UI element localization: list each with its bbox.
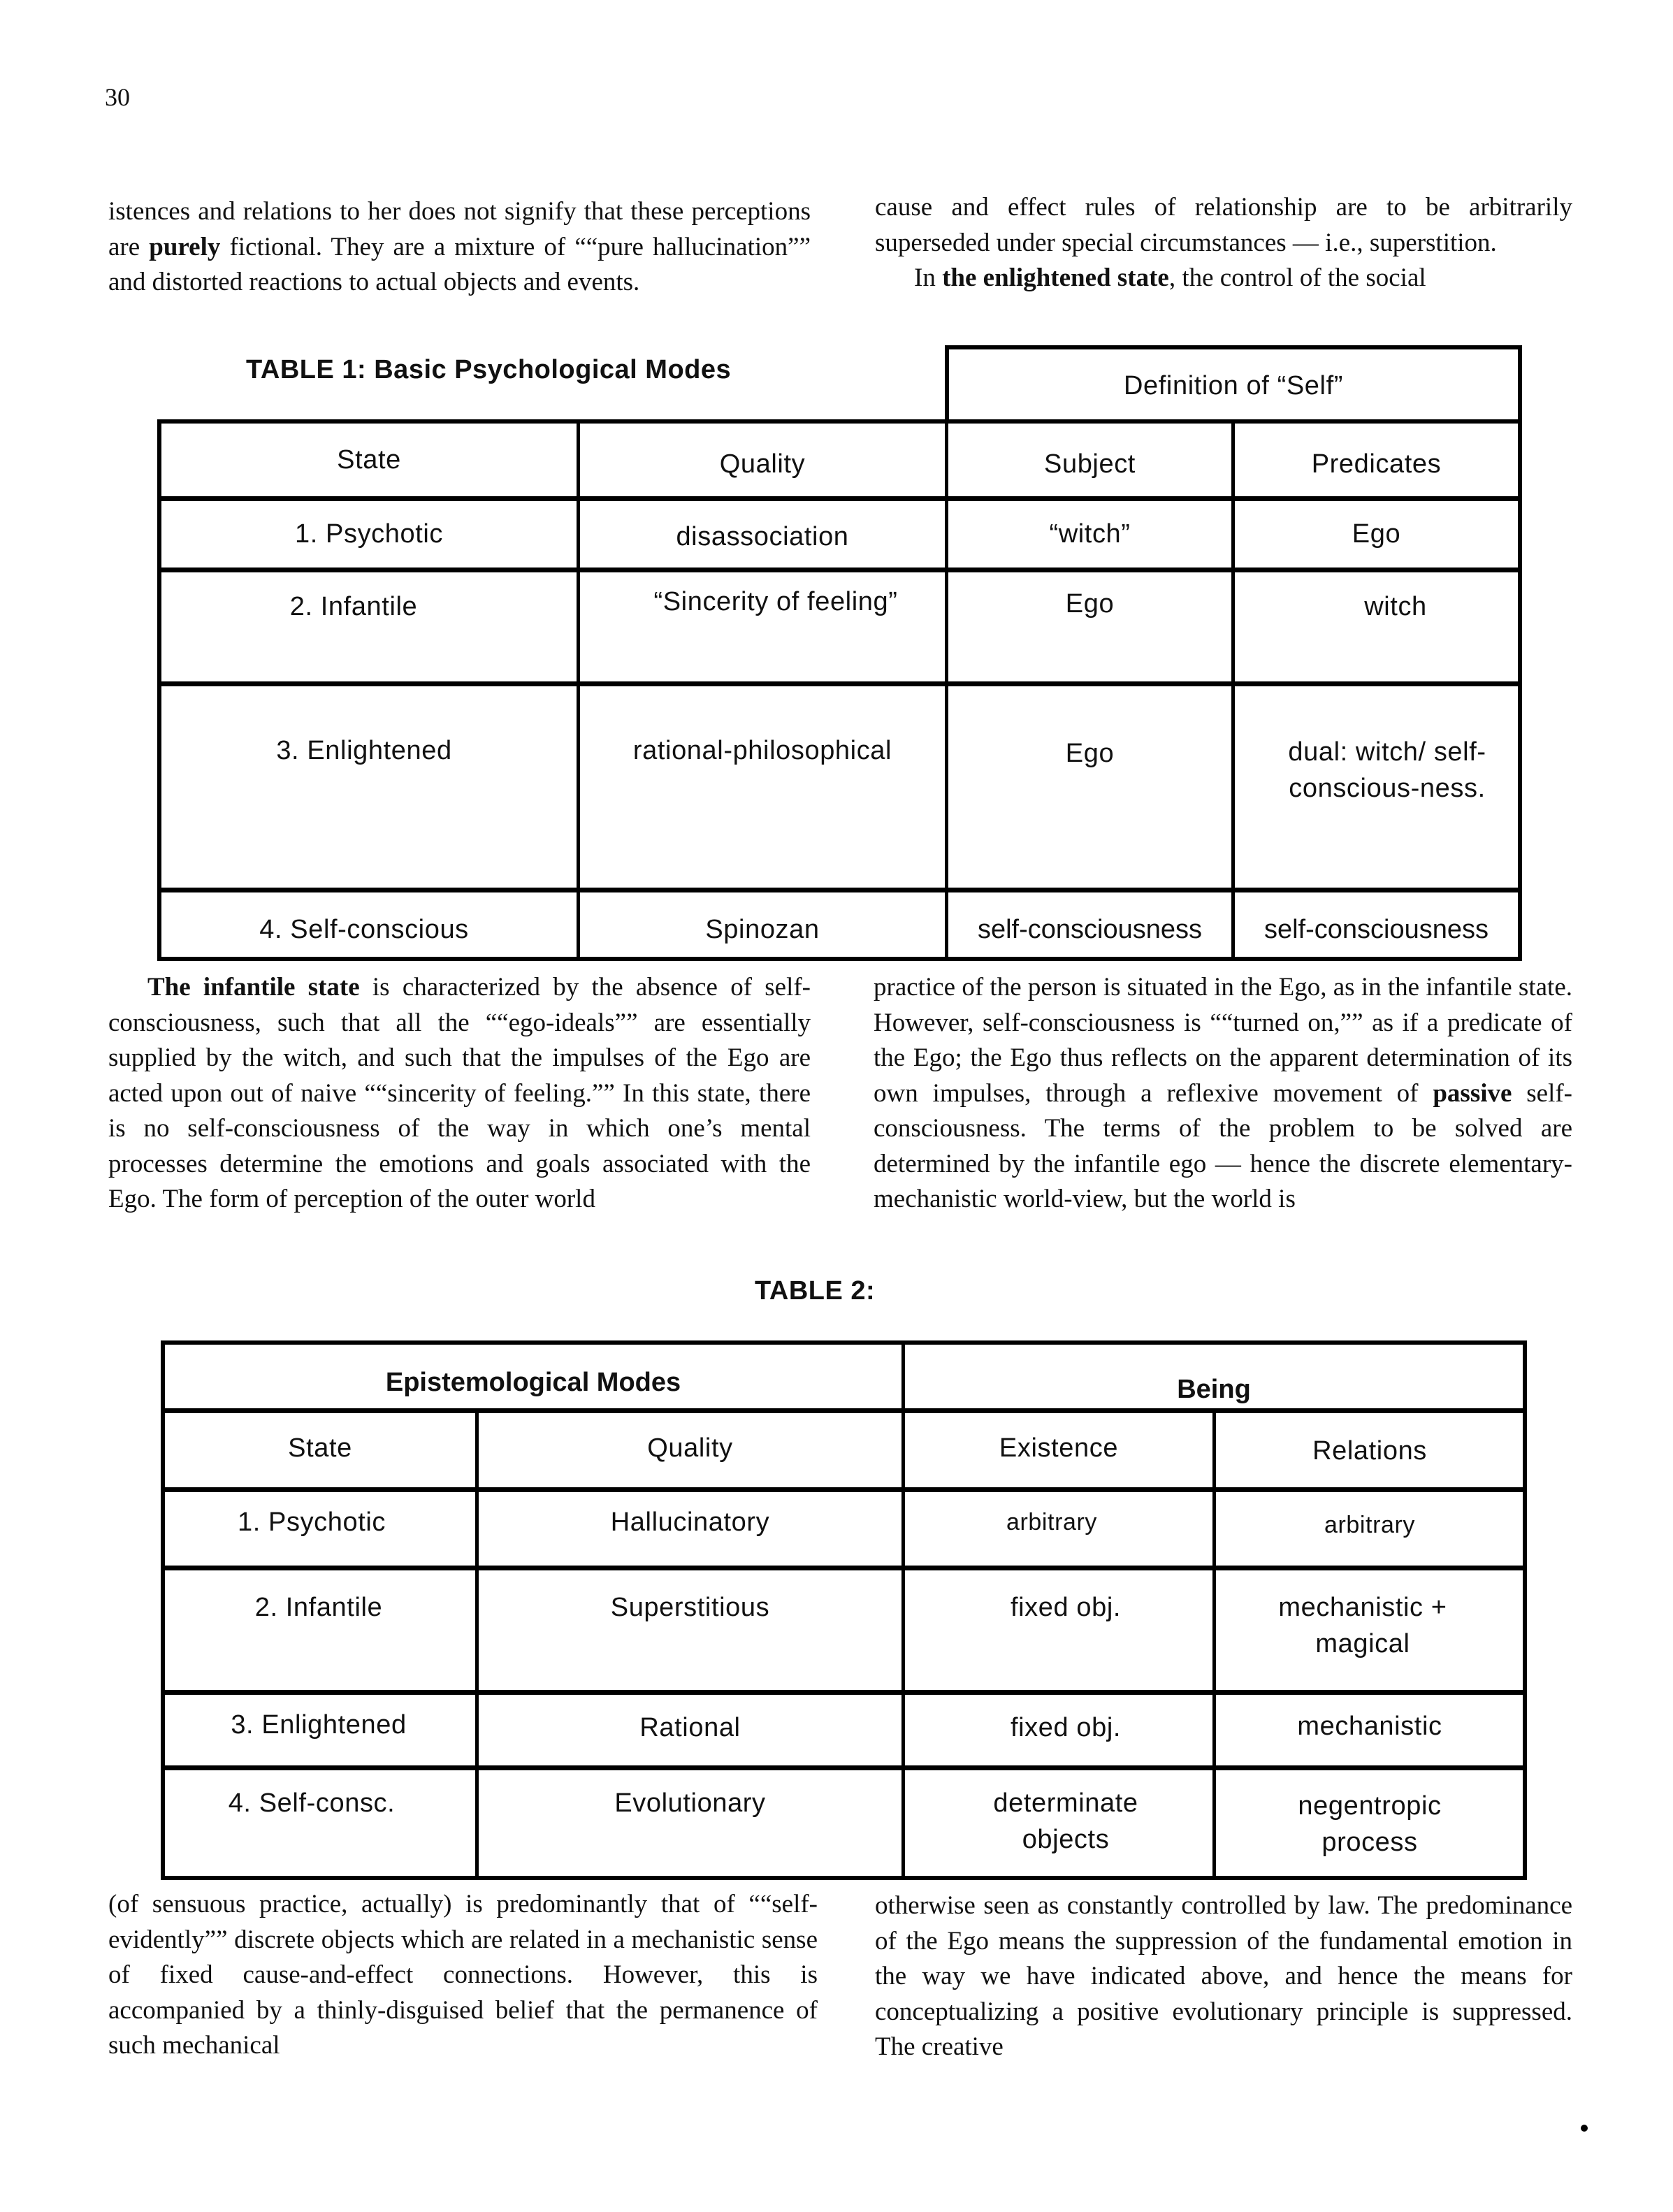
row-divider: [157, 496, 1522, 501]
table2-cell: Superstitious: [610, 1593, 770, 1622]
table1-cell: 1. Psychotic: [294, 519, 444, 549]
table2-header-existence: Existence: [999, 1433, 1119, 1463]
col-divider: [577, 419, 580, 961]
row-divider: [157, 888, 1522, 892]
table1-cell: Spinozan: [705, 915, 820, 944]
table2-header-quality: Quality: [647, 1433, 733, 1463]
paragraph: (of sensuous practice, actually) is predominantly that of ““self-evidently”” discrete objects which are related in a mechanistic sense of fixed cause-and-effect connections. However, this is accompanied by a thinly-disguised belief that the permanence of such mechanical: [108, 1890, 818, 2060]
text-run: self-consciousness. The terms of the problem to be solved are determined by the infantile ego — hence the discrete elementary-mechanistic world-view, but the world is: [874, 1078, 1572, 1213]
table2-title: TABLE 2:: [755, 1276, 876, 1306]
table1-cell: dual: witch/ self-conscious-ness.: [1288, 737, 1486, 803]
table1-cell: Ego: [1065, 589, 1115, 619]
text-run: is characterized by the absence of self-consciousness, such that all the ““ego-ideals”” are essentially supplied by the witch, and such that the impulses of the Ego are acted upon out of naive ““sincerity of feeling.”” In this state, there is no self-consciousness of the way in which one’s mental processes determine the emotions and goals associated with the Ego. The form of perception of the outer world: [108, 973, 811, 1213]
table2-cell: 4. Self-consc.: [228, 1788, 396, 1818]
row-divider: [157, 681, 1522, 686]
top-right-column: [875, 190, 1572, 296]
table1-title: TABLE 1: Basic Psychological Modes: [246, 355, 732, 384]
text-run: In: [914, 263, 943, 292]
table1-header-subject: Subject: [1044, 449, 1136, 479]
table1-cell: “Sincerity of feeling”: [653, 587, 898, 616]
table1-header-predicates: Predicates: [1311, 449, 1442, 479]
table2-cell: 1. Psychotic: [237, 1508, 386, 1537]
table1-cell: “witch”: [1049, 519, 1131, 549]
scan-speck: [1581, 2125, 1588, 2132]
table1-cell: 4. Self-conscious: [259, 915, 469, 944]
table2-cell: determinate objects: [993, 1788, 1138, 1854]
text-run: fictional. They are a mixture of ““pure hallucination”” and distorted reactions to actual objects and events.: [108, 232, 811, 296]
table1-header-quality: Quality: [719, 449, 806, 479]
table2-header-relations: Relations: [1312, 1436, 1427, 1466]
table2-cell: fixed obj.: [1010, 1713, 1122, 1742]
paragraph: cause and effect rules of relationship are to be arbitrarily superseded under special circumstances — i.e., superstition.: [875, 193, 1572, 257]
middle-left-column: [108, 970, 811, 1217]
table2-cell: Hallucinatory: [610, 1508, 770, 1537]
row-divider: [161, 1765, 1527, 1770]
row-divider: [161, 1566, 1527, 1570]
row-divider: [161, 1408, 1527, 1413]
bottom-left-column: [108, 1887, 818, 2064]
table1-header-state: State: [337, 445, 401, 475]
col-divider: [1231, 419, 1235, 961]
table2-cell: arbitrary: [1324, 1512, 1416, 1538]
table2-cell: Rational: [639, 1713, 741, 1742]
table1-group-header: Definition of “Self”: [1123, 371, 1343, 400]
emphasis-passive: passive: [1433, 1078, 1512, 1108]
table1-cell: witch: [1364, 592, 1427, 621]
table2-cell: mechanistic + magical: [1278, 1593, 1447, 1658]
top-left-column: [108, 194, 811, 301]
text-run: istences and relations to her does not signify that these perceptions are: [108, 197, 811, 261]
table1-cell: Ego: [1352, 519, 1401, 549]
table2-cell: mechanistic: [1297, 1712, 1442, 1741]
table1-cell: self-consciousness: [1263, 915, 1489, 944]
emphasis-infantile-state: The infantile state: [147, 973, 360, 1002]
table2-cell: fixed obj.: [1010, 1593, 1122, 1622]
table2-cell: negentropic process: [1298, 1791, 1442, 1857]
table2-group-epistemological: Epistemological Modes: [385, 1368, 681, 1397]
paragraph: [875, 261, 1572, 296]
col-divider: [945, 419, 948, 961]
page-number: 30: [105, 83, 130, 111]
table2-cell: 3. Enlightened: [231, 1710, 407, 1740]
table2-header-state: State: [288, 1433, 352, 1463]
table1-cell: disassociation: [676, 522, 849, 551]
col-divider: [1212, 1408, 1216, 1880]
table2-group-being: Being: [1177, 1375, 1251, 1404]
table1-cell: Ego: [1065, 739, 1115, 768]
table1-cell: 3. Enlightened: [276, 736, 452, 765]
middle-right-column: [874, 970, 1572, 1217]
table1-cell: self-consciousness: [977, 915, 1203, 944]
table1-cell: rational-philosophical: [632, 736, 892, 765]
emphasis-purely: purely: [149, 232, 221, 261]
text-run: , the control of the social: [1168, 263, 1426, 292]
table1-cell: 2. Infantile: [289, 592, 418, 621]
bottom-right-column: [875, 1888, 1572, 2065]
table2-cell: Evolutionary: [614, 1788, 766, 1818]
text-run: practice of the person is situated in the Ego, as in the infantile state. However, self-consciousness is ““turned on,”” as if a predicate of the Ego; the Ego thus reflects on the apparent determination of its own impulses, through a reflexive movement of: [874, 973, 1572, 1108]
emphasis-enlightened-state: the enlightened state: [942, 263, 1169, 292]
paragraph: otherwise seen as constantly controlled by law. The predominance of the Ego means the suppression of the fundamental emotion in the way we have indicated above, and hence the means for conceptualizing a positive evolutionary principle is suppressed. The creative: [875, 1891, 1572, 2061]
table2-cell: 2. Infantile: [254, 1593, 383, 1622]
table2-cell: arbitrary: [1006, 1509, 1098, 1535]
